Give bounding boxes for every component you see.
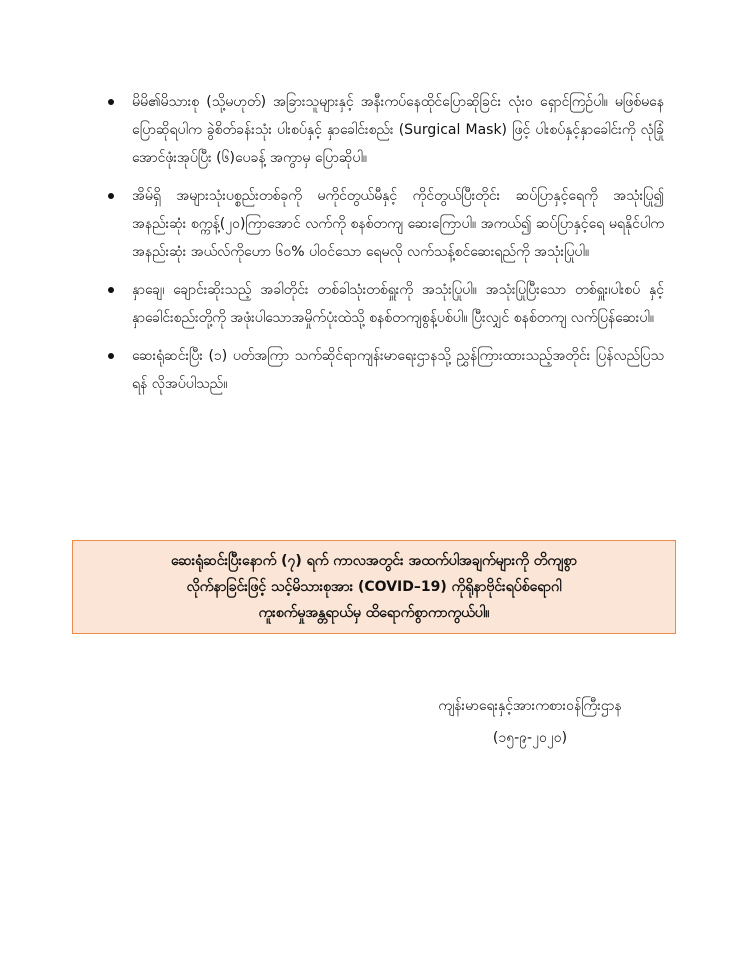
list-item-text: မိမိ၏မိသားစု (သို့မဟုတ်) အခြားသူများနှင့် အနီးကပ်နေထိုင်ပြောဆိုခြင်း လုံးဝ ရှောင်ကြဉ်ပါ။ မဖြစ်မနေ ပြောဆိုရပါက ခွဲစိတ်ခန်းသုံး ပါးစပ်နှင့် နှာခေါင်းစည်း (Surgical Mask) ဖြင့် ပါးစပ်နှင့်နှာခေါင်းကို လုံခြုံအောင်ဖုံးအုပ်ပြီး (၆)ပေခန့် အကွာမှ ပြောဆိုပါ။ bbox=[132, 94, 664, 166]
notice-line-1: ဆေးရုံဆင်းပြီးနောက် (၇) ရက် ကာလအတွင်း အထက်ပါအချက်များကို တိကျစွာ bbox=[171, 553, 577, 569]
bullet-icon bbox=[108, 287, 114, 293]
notice-line-3: ကူးစက်မှုအန္တရာယ်မှ ထိရောက်စွာကာကွယ်ပါ။ bbox=[258, 605, 490, 621]
list-item bbox=[108, 276, 664, 332]
list-item bbox=[108, 342, 664, 398]
instruction-list bbox=[108, 88, 664, 408]
bullet-icon bbox=[108, 353, 114, 359]
list-item-text: ဆေးရုံဆင်းပြီး (၁) ပတ်အကြာ သက်ဆိုင်ရာကျန်းမာရေးဌာနသို့ ညွှန်ကြားထားသည့်အတိုင်း ပြန်လည်ပြသရန် လိုအပ်ပါသည်။ bbox=[132, 348, 664, 392]
issue-date: (၁၅-၉-၂၀၂၀) bbox=[492, 730, 568, 746]
signature-block bbox=[380, 690, 680, 754]
highlighted-notice-box bbox=[72, 540, 676, 634]
bullet-icon bbox=[108, 193, 114, 199]
list-item-text: အိမ်ရှိ အများသုံးပစ္စည်းတစ်ခုကို မကိုင်တွယ်မီနှင့် ကိုင်တွယ်ပြီးတိုင်း ဆပ်ပြာနှင့်ရေကို အသုံးပြု၍ အနည်းဆုံး စက္ကန့်(၂၀)ကြာအောင် လက်ကို စနစ်တကျ ဆေးကြောပါ။ အကယ်၍ ဆပ်ပြာနှင့်ရေ မရနိုင်ပါက အနည်းဆုံး အယ်လ်ကိုဟော ၆၀% ပါဝင်သော ရေမလို လက်သန့်စင်ဆေးရည်ကို အသုံးပြုပါ။ bbox=[132, 188, 664, 260]
list-item bbox=[108, 182, 664, 266]
bullet-icon bbox=[108, 99, 114, 105]
list-item bbox=[108, 88, 664, 172]
list-item-text: နှာချေ၊ ချောင်းဆိုးသည့် အခါတိုင်း တစ်ခါသုံးတစ်ရှူးကို အသုံးပြုပါ။ အသုံးပြုပြီးသော တစ်ရှူး၊ပါးစပ် နှင့် နှာခေါင်းစည်းတို့ကို အဖုံးပါသောအမှိုက်ပုံးထဲသို့ စနစ်တကျစွန့်ပစ်ပါ။ ပြီးလျှင် စနစ်တကျ လက်ပြန်ဆေးပါ။ bbox=[132, 282, 664, 326]
ministry-name: ကျန်းမာရေးနှင့်အားကစားဝန်ကြီးဌာန bbox=[438, 698, 622, 714]
notice-line-2: လိုက်နာခြင်းဖြင့် သင့်မိသားစုအား (COVID–19) ကိုရိုနာဗိုင်းရပ်စ်ရောဂါ bbox=[186, 579, 562, 595]
